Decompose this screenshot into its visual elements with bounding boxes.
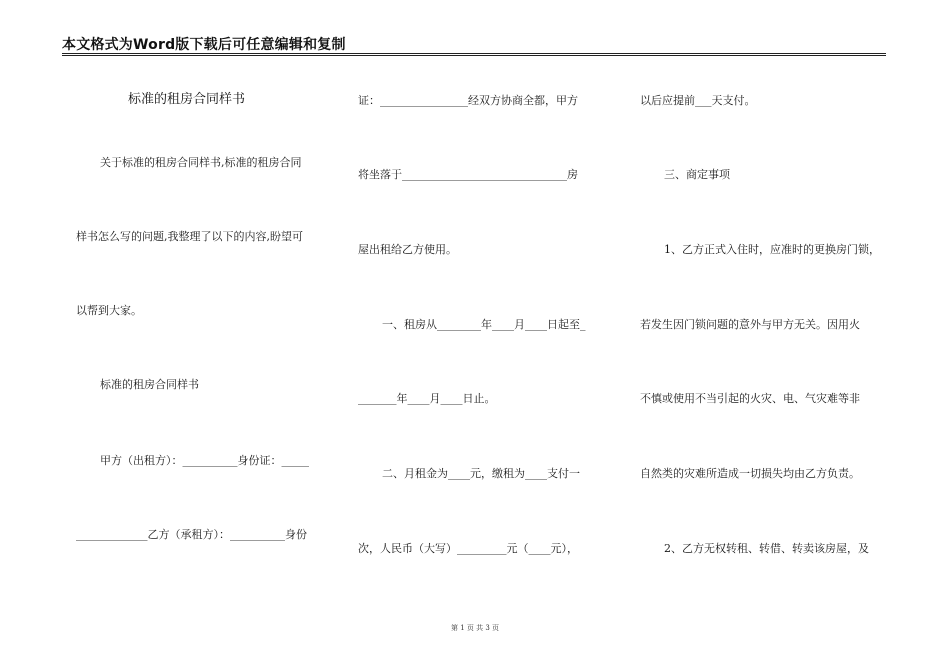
page-indicator: 第 1 页 共 3 页: [450, 624, 500, 632]
document-title: 标准的租房合同样书: [128, 92, 246, 107]
paragraph-line: 将坐落于______________________________房: [358, 168, 578, 181]
paragraph-line: 次，人民币（大写）_________元（____元），: [358, 542, 578, 555]
text-column-1: [76, 0, 326, 672]
section-heading: 三、商定事项: [664, 168, 730, 181]
paragraph-line: 二、月租金为____元，缴租为____支付一: [382, 467, 580, 480]
paragraph-line: 以帮到大家。: [76, 304, 142, 317]
paragraph-line: 甲方（出租方）：__________身份证：_____: [100, 454, 309, 467]
paragraph-line: 2、乙方无权转租、转借、转卖该房屋，及: [664, 542, 869, 555]
paragraph-line: 若发生因门锁问题的意外与甲方无关。因用火: [640, 318, 860, 331]
paragraph-line: 关于标准的租房合同样书,标准的租房合同: [100, 156, 302, 169]
paragraph-line: 样书怎么写的问题,我整理了以下的内容,盼望可: [76, 230, 303, 243]
text-column-2: [358, 0, 608, 672]
paragraph-line: 不慎或使用不当引起的火灾、电、气灾难等非: [640, 392, 860, 405]
paragraph-line: 以后应提前___天支付。: [640, 94, 756, 107]
paragraph-line: 证：________________经双方协商全都，甲方: [358, 94, 578, 107]
document-banner: 本文格式为Word版下载后可任意编辑和复制: [62, 37, 346, 53]
paragraph-line: 1、乙方正式入住时，应准时的更换房门锁，: [664, 243, 880, 256]
paragraph-line: 一、租房从________年____月____日起至_: [382, 318, 586, 331]
paragraph-line: 标准的租房合同样书: [100, 378, 199, 391]
paragraph-line: 自然类的灾难所造成一切损失均由乙方负责。: [640, 467, 860, 480]
paragraph-line: 屋出租给乙方使用。: [358, 243, 457, 256]
paragraph-line: _______年____月____日止。: [358, 392, 496, 405]
text-column-3: [640, 0, 895, 672]
paragraph-line: _____________乙方（承租方）：__________身份: [76, 528, 307, 541]
